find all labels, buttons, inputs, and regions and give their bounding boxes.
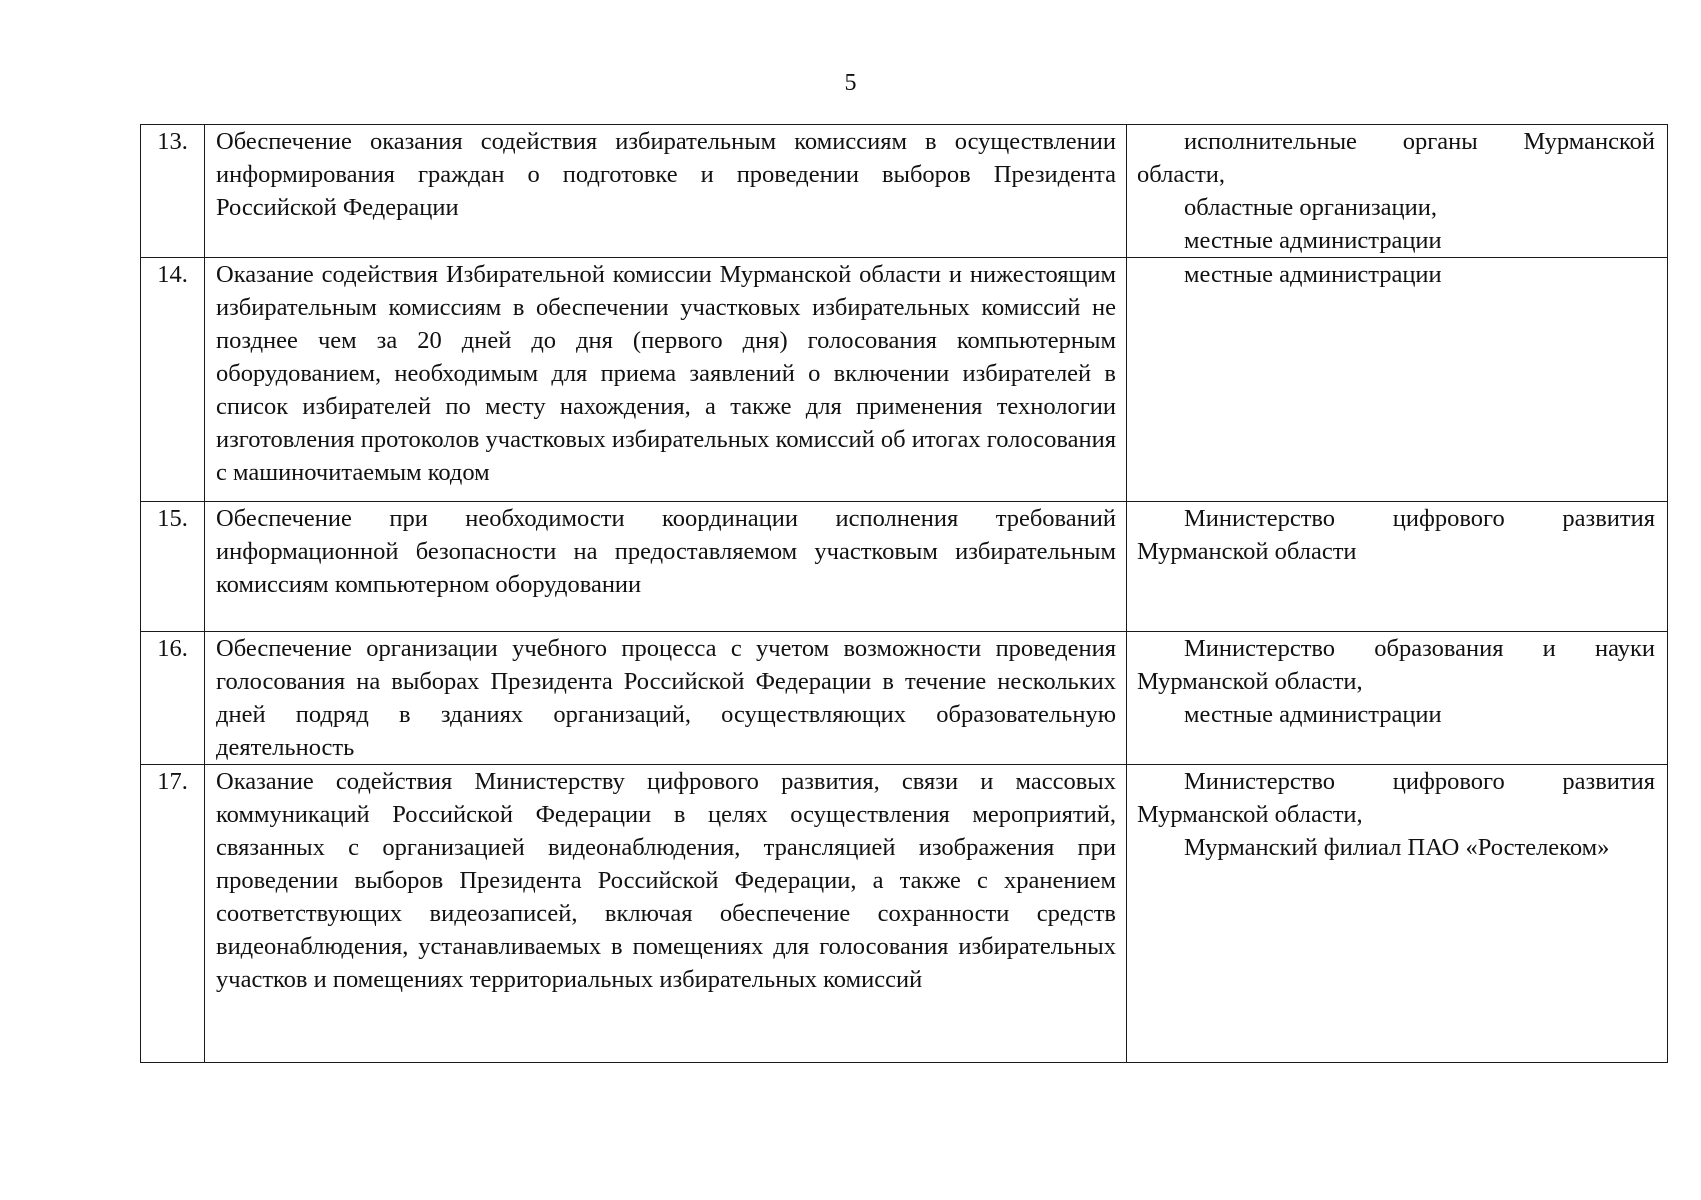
responsible-line: местные администрации [1184, 701, 1442, 728]
responsible-line: исполнительные органы Мурманской [1184, 128, 1655, 155]
responsible-line: Мурманский филиал ПАО «Ростелеком» [1184, 834, 1610, 861]
responsible-line: области, [1137, 161, 1226, 188]
measure-description-text: Обеспечение оказания содействия избирательным комиссиям в осуществлении информирования граждан о подготовке и проведении выборов Президента Российской Федерации [216, 128, 1116, 221]
responsible-line: Мурманской области [1137, 538, 1357, 565]
page-number: 5 [844, 70, 857, 96]
measure-description-text: Обеспечение организации учебного процесса с учетом возможности проведения голосования на выборах Президента Российской Федерации в течение нескольких дней подряд в зданиях организаций, осуществляющих образовательную деятельность [216, 635, 1116, 761]
table-row-14 [141, 258, 1668, 502]
measure-description-text: Оказание содействия Министерству цифрового развития, связи и массовых коммуникаций Российской Федерации в целях осуществления мероприятий, связанных с организацией видеонаблюдения, трансляцией изображения при проведении выборов Президента Российской Федерации, а также с хранением соответствующих видеозаписей, включая обеспечение сохранности средств видеонаблюдения, устанавливаемых в помещениях для голосования избирательных участков и помещениях территориальных избирательных комиссий [216, 768, 1116, 993]
measure-description [205, 125, 1127, 258]
measure-description [205, 632, 1127, 765]
row-number: 13. [141, 125, 205, 258]
responsible-cell [1127, 632, 1668, 765]
responsible-cell [1127, 502, 1668, 632]
measure-description [205, 502, 1127, 632]
row-number: 16. [141, 632, 205, 765]
row-number: 17. [141, 765, 205, 1063]
responsible-line: местные администрации [1184, 261, 1442, 288]
responsible-line: Министерство цифрового развития [1184, 768, 1655, 795]
measure-description-text: Обеспечение при необходимости координации исполнения требований информационной безопасности на предоставляемом участковым избирательным комиссиям компьютерном оборудовании [216, 505, 1116, 598]
responsible-cell [1127, 125, 1668, 258]
responsible-line: местные администрации [1184, 227, 1442, 254]
responsible-cell [1127, 765, 1668, 1063]
responsible-line: областные организации, [1184, 194, 1438, 221]
responsible-line: Мурманской области, [1137, 668, 1363, 695]
responsible-line: Министерство цифрового развития [1184, 505, 1655, 532]
table-row-13 [141, 125, 1668, 258]
measures-table [140, 124, 1668, 1063]
table-row-15 [141, 502, 1668, 632]
measure-description [205, 258, 1127, 502]
responsible-line: Министерство образования и науки [1184, 635, 1655, 662]
row-number: 14. [141, 258, 205, 502]
table-row-17 [141, 765, 1668, 1063]
measure-description [205, 765, 1127, 1063]
responsible-cell [1127, 258, 1668, 502]
measure-description-text: Оказание содействия Избирательной комиссии Мурманской области и нижестоящим избирательным комиссиям в обеспечении участковых избирательных комиссий не позднее чем за 20 дней до дня (первого дня) голосования компьютерным оборудованием, необходимым для приема заявлений о включении избирателей в список избирателей по месту нахождения, а также для применения технологии изготовления протоколов участковых избирательных комиссий об итогах голосования с машиночитаемым кодом [216, 261, 1116, 486]
table-row-16 [141, 632, 1668, 765]
responsible-line: Мурманской области, [1137, 801, 1363, 828]
row-number: 15. [141, 502, 205, 632]
